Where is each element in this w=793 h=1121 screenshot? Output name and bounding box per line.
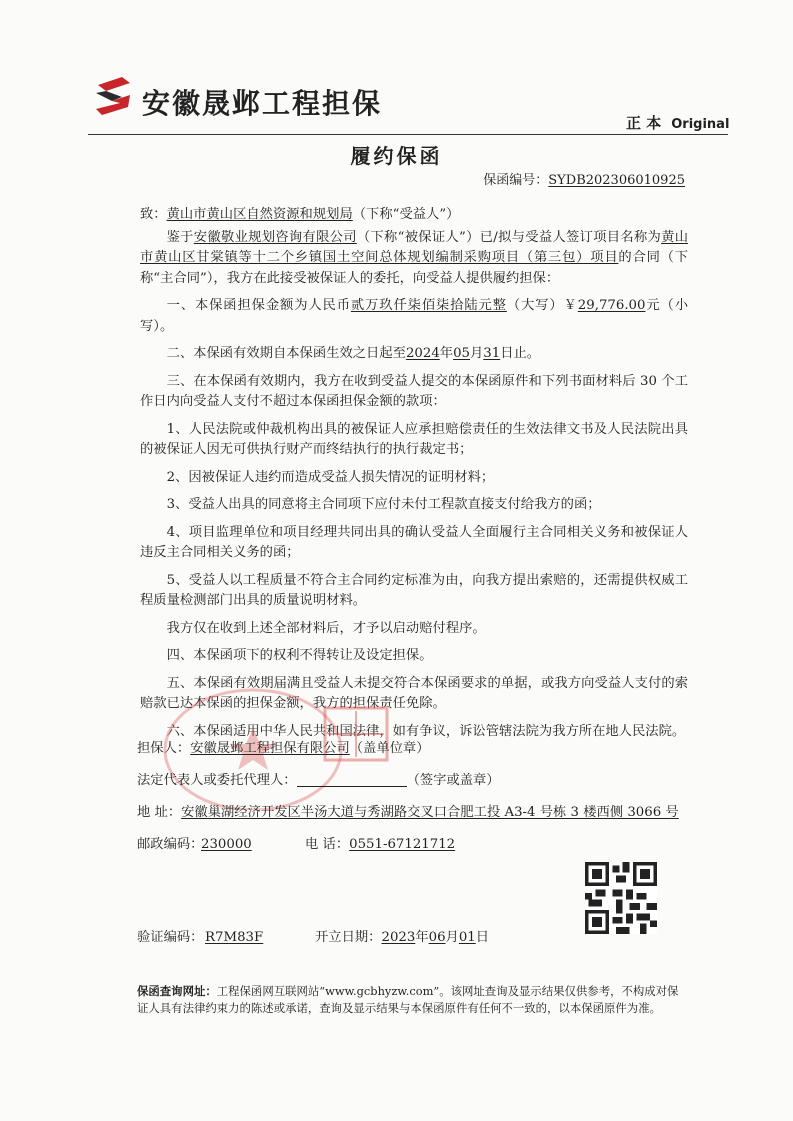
header-rule xyxy=(88,134,728,135)
project-name: 黄山市黄山区甘棠镇等十二个乡镇国土空间总体规划编制采购项目（第三包）项目 xyxy=(140,229,689,265)
clause2-d: 日止。 xyxy=(500,346,541,361)
amount-number: 29,776.00 xyxy=(577,298,646,313)
intro-a: 鉴于 xyxy=(166,229,194,245)
original-en: Original xyxy=(671,117,730,132)
list-item: 2、因被保证人违约而造成受益人损失情况的证明材料； xyxy=(166,469,495,485)
doc-title: 履约保函 xyxy=(350,144,443,168)
date-year: 2023 xyxy=(381,930,416,945)
clause1-b: （大写）￥ xyxy=(506,298,578,313)
representative-line xyxy=(137,769,717,788)
list-item: 1、人民法院或仲裁机构出具的被保证人应承担赔偿责任的生效法律文书及人民法院出具的被保证人因无可供执行财产而终结执行的执行裁定书； xyxy=(140,421,688,457)
guarantor-line xyxy=(137,737,717,756)
expiry-year: 2024 xyxy=(405,346,440,361)
company-logo-icon xyxy=(92,75,134,117)
query-text: 工程保函网互联网站“www.gcbhyzw.com”。该网址查询及显示结果仅供参考，不构成对保证人具有法律约束力的陈述或承诺，查询及显示结果与本保函原件有任何不一致的，以本保函原件为准。 xyxy=(137,984,679,1015)
intro-paragraph xyxy=(140,228,688,290)
amount-words: 贰万玖仟柒佰柒拾陆元整 xyxy=(350,298,507,313)
addressee-prefix: 致： xyxy=(140,207,167,222)
beneficiary-name: 黄山市黄山区自然资源和规划局 xyxy=(166,207,353,222)
clause-1 xyxy=(140,296,688,337)
clause2-b: 年 xyxy=(439,346,454,361)
clause-6: 六、本保函适用中华人民共和国法律，如有争议，诉讼管辖法院为我方所在地人民法院。 xyxy=(166,723,686,739)
guarantor-label: 担保人： xyxy=(137,741,191,756)
clause1-a: 一、本保函担保金额为人民币 xyxy=(166,298,351,313)
address-label: 地 址： xyxy=(137,805,182,820)
phone-label: 电 话： xyxy=(305,837,350,852)
verify-date-line xyxy=(137,926,717,945)
principal-name: 安徽敬业规划咨询有限公司 xyxy=(193,229,357,245)
original-cn: 正 本 xyxy=(626,114,662,132)
intro-b: （下称“被保证人”）已/拟与受益人签订项目名称为 xyxy=(356,229,662,245)
clause-5: 五、本保函有效期届满且受益人未提交符合本保函要求的单据，或我方向受益人支付的索赔款已达本保函的担保金额，我方的担保责任免除。 xyxy=(140,675,688,711)
number-label: 保函编号： xyxy=(483,173,549,188)
signature-blank xyxy=(297,772,407,787)
qr-code-icon xyxy=(585,862,657,934)
phone-value: 0551-67121712 xyxy=(349,837,456,852)
postal-line xyxy=(137,833,717,852)
addressee xyxy=(140,205,688,226)
date-m: 月 xyxy=(445,930,459,945)
expiry-day: 31 xyxy=(483,346,501,361)
letter-body xyxy=(140,205,688,749)
date-label: 开立日期： xyxy=(315,930,382,945)
number-value: SYDB202306010925 xyxy=(548,173,685,188)
original-mark xyxy=(626,112,729,133)
address-value: 安徽巢湖经济开发区半汤大道与秀湖路交叉口合肥工投 A3-4 号栋 3 楼西侧 3066 号 xyxy=(181,805,679,820)
guarantee-number xyxy=(483,169,685,188)
verify-label: 验证编码： xyxy=(137,930,204,945)
date-y: 年 xyxy=(415,930,429,945)
addressee-suffix: （下称“受益人”） xyxy=(352,207,460,222)
guarantor-note: （盖单位章） xyxy=(349,741,430,756)
clause2-c: 月 xyxy=(470,346,484,361)
query-label: 保函查询网址： xyxy=(137,984,217,998)
clause-3: 三、在本保函有效期内，我方在收到受益人提交的本保函原件和下列书面材料后 30 个工作日内向受益人支付不超过本保函担保金额的款项： xyxy=(140,373,688,409)
date-day: 01 xyxy=(458,930,476,945)
clause-4: 四、本保函项下的权利不得转让及设定担保。 xyxy=(166,648,433,663)
address-line xyxy=(137,801,717,820)
list-item: 5、受益人以工程质量不符合主合同约定标准为由，向我方提出索赔的，还需提供权威工程质量检测部门出具的质量说明材料。 xyxy=(140,572,688,608)
verify-value: R7M83F xyxy=(205,930,264,945)
postal-value: 230000 xyxy=(201,837,252,852)
guarantor-value: 安徽晟邺工程担保有限公司 xyxy=(190,741,350,756)
date-month: 06 xyxy=(428,930,446,945)
expiry-month: 05 xyxy=(453,346,470,361)
postal-label: 邮政编码： xyxy=(137,837,204,852)
after-items: 我方仅在收到上述全部材料后，才予以启动赔付程序。 xyxy=(166,620,486,636)
list-item: 3、受益人出具的同意将主合同项下应付未付工程款直接支付给我方的函； xyxy=(166,497,601,512)
rep-label: 法定代表人或委托代理人： xyxy=(137,773,297,788)
clause1-c: 元（小写）。 xyxy=(140,298,689,334)
clause2-a: 二、本保函有效期自本保函生效之日起至 xyxy=(166,346,406,361)
intro-c: 的合同（下称“主合同”），我方在此接受被保证人的委托，向受益人提供履约担保： xyxy=(140,250,689,286)
query-note xyxy=(137,983,685,1017)
rep-note: （签字或盖章） xyxy=(406,773,500,788)
list-item: 4、项目监理单位和项目经理共同出具的确认受益人全面履行主合同相关义务和被保证人违反主合同相关义务的函； xyxy=(140,524,688,560)
company-name: 安徽晟邺工程担保 xyxy=(142,87,383,120)
clause-2 xyxy=(140,344,688,365)
date-d: 日 xyxy=(475,930,490,945)
